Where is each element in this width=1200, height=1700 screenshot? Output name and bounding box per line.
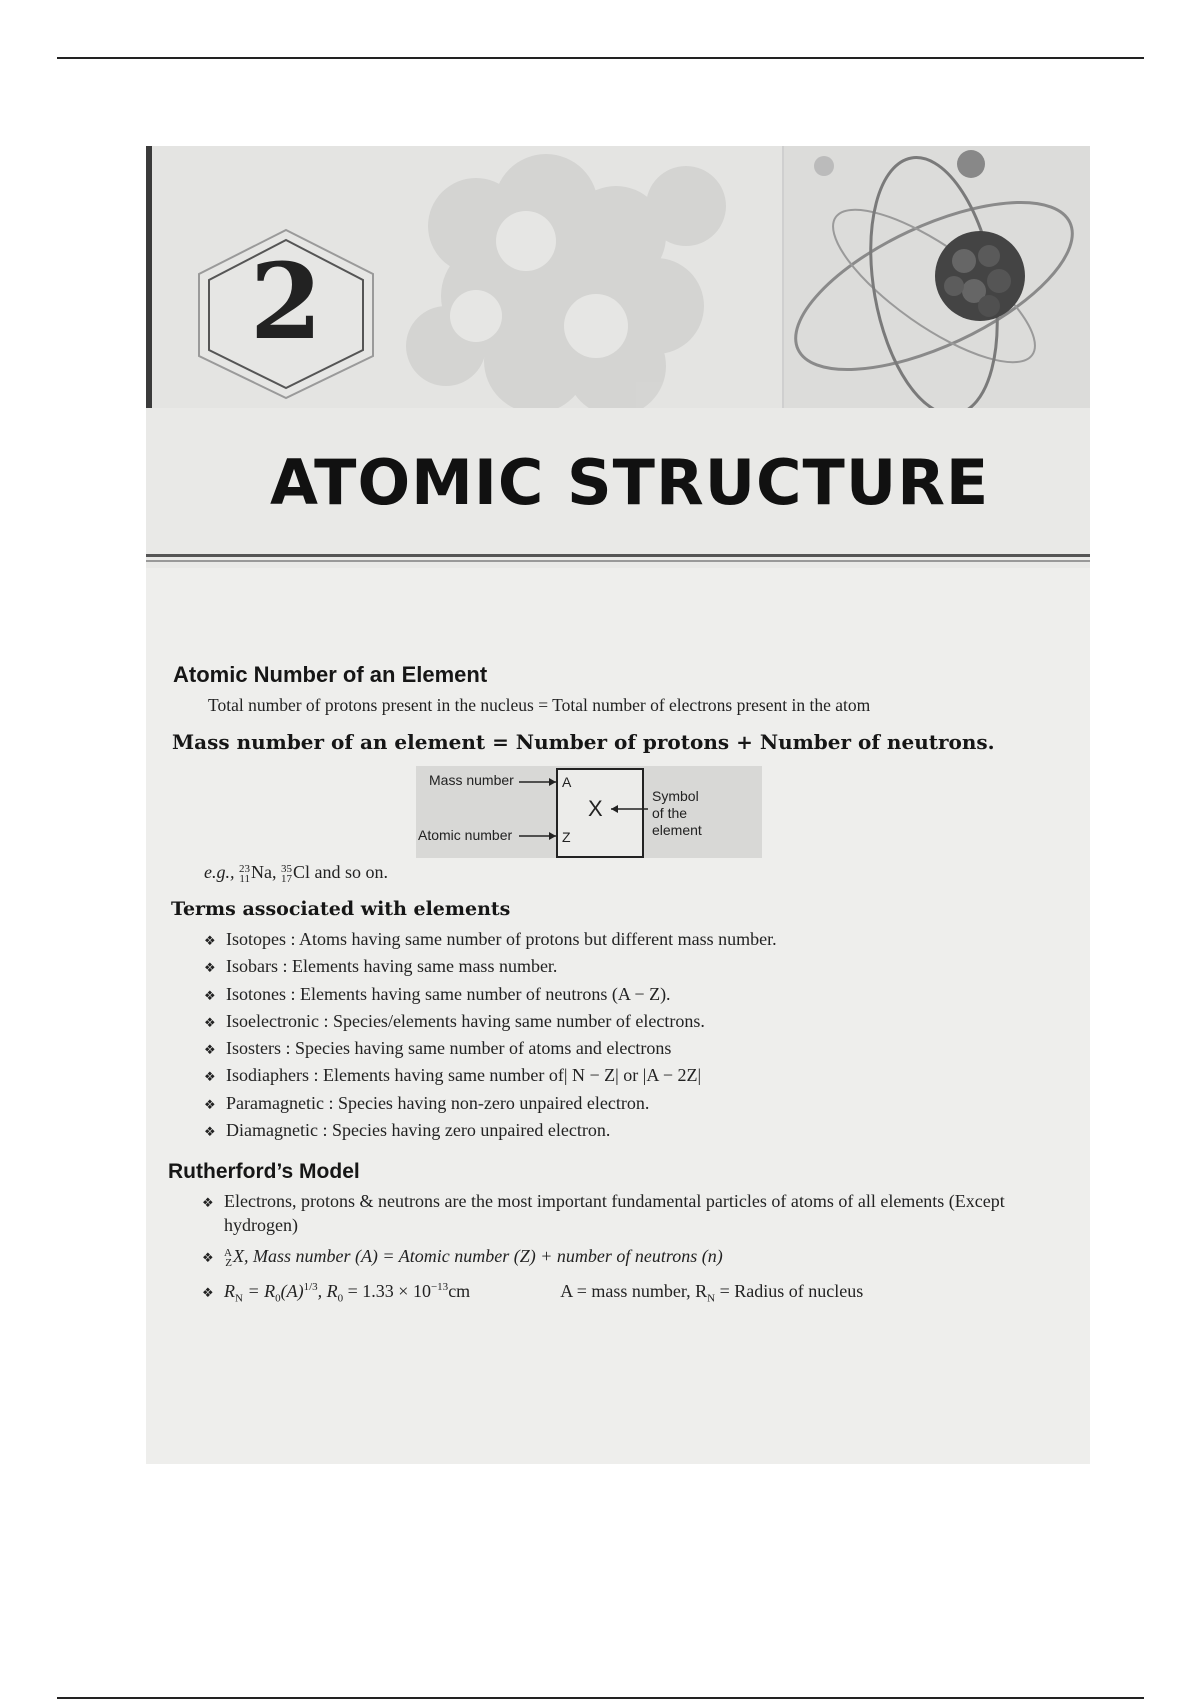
nuclide-notation-diagram [416,766,762,858]
symbol-X: X [588,796,603,821]
term-isotones: Isotones : Elements having same number of neutrons (A − Z). [226,983,671,1004]
chapter-number: 2 [249,240,323,363]
a-exponent: 1/3 [303,1281,318,1293]
list-item [204,1062,777,1089]
stack-Z: Z [225,1256,232,1269]
term-paramagnetic: Paramagnetic : Species having non-zero unpaired electron. [226,1092,650,1113]
cl-atomic: 17 [281,872,292,885]
r0-symbol-2: , R [317,1281,338,1301]
bullet-icon: ❖ [204,987,216,1003]
example-line [204,862,388,884]
heading-terms: Terms associated with elements [171,898,511,920]
rutherford-list [202,1190,1022,1315]
radius-note: A = mass number, R [560,1281,708,1301]
symbol-caption-line3: element [652,822,702,838]
symbol-A: A [562,774,572,790]
list-item [202,1190,1022,1237]
term-isobars: Isobars : Elements having same mass number. [226,956,558,977]
example-prefix: e.g., [204,862,235,882]
bullet-icon: ❖ [204,1069,216,1085]
term-isosters: Isosters : Species having same number of atoms and electrons [226,1038,672,1059]
na-notation [239,864,250,884]
term-diamagnetic: Diamagnetic : Species having zero unpaired electron. [226,1120,611,1141]
list-item [204,1117,777,1144]
chapter-title: ATOMIC STRUCTURE [270,446,990,519]
r0-exponent: −13 [430,1281,449,1293]
heading-atomic-number: Atomic Number of an Element [173,662,488,687]
na-symbol: Na, [251,862,277,882]
symbol-caption [652,788,702,839]
atomic-number-definition: Total number of protons present in the nucleus = Total number of electrons present in the atom [208,695,871,715]
term-isoelectronic: Isoelectronic : Species/elements having same number of electrons. [226,1010,705,1031]
bullet-icon: ❖ [204,960,216,976]
chapter-number-badge [191,226,381,401]
rutherford-item-mass-number: X, Mass number (A) = Atomic number (Z) + number of neutrons (n) [232,1246,723,1266]
atom-model-photo [782,146,1090,408]
nuclide-stack [224,1248,232,1268]
radius-sub: N [235,1292,243,1305]
r0-value: = 1.33 × 10 [343,1281,431,1301]
cl-mass: 35 [281,862,292,875]
r0-sub-2: 0 [337,1292,344,1305]
stack-A: A [224,1246,232,1259]
bullet-icon: ❖ [202,1250,214,1265]
title-divider [146,554,1090,557]
cl-notation [281,864,292,884]
list-item [202,1271,1022,1315]
textbook-page [146,146,1090,1464]
list-item [204,1008,777,1035]
top-rule [57,57,1144,59]
a-term: (A) [280,1281,304,1301]
rutherford-item-particles: Electrons, protons & neutrons are the most important fundamental particles of atoms of all elements (Except hydrogen) [224,1191,1005,1235]
bullet-icon: ❖ [204,933,216,948]
list-item [204,1090,777,1117]
mass-number-label: Mass number [429,772,514,788]
mass-number-statement: Mass number of an element = Number of protons + Number of neutrons. [172,730,995,754]
term-isodiaphers: Isodiaphers : Elements having same number of| N − Z| or |A − 2Z| [226,1065,702,1086]
list-item [204,953,777,980]
list-item [204,1035,777,1062]
list-item [204,926,777,953]
title-divider-thin [146,560,1090,562]
symbol-Z: Z [562,829,571,845]
symbol-caption-line2: of the [652,805,688,821]
r0-unit: cm [448,1281,471,1301]
bullet-icon: ❖ [204,1124,216,1140]
list-item [202,1243,1022,1271]
bullet-icon: ❖ [202,1195,214,1210]
radius-note-sub: N [707,1292,716,1305]
radius-symbol: R [224,1281,235,1301]
r0-symbol: = R [242,1281,276,1301]
bullet-icon: ❖ [204,1096,216,1112]
symbol-caption-line1: Symbol [652,788,699,804]
radius-note-end: = Radius of nucleus [715,1281,864,1301]
cl-symbol: Cl [293,862,311,882]
bullet-icon: ❖ [204,1014,216,1030]
bullet-icon: ❖ [202,1285,214,1300]
bottom-rule [57,1697,1144,1699]
bullet-icon: ❖ [204,1042,216,1058]
terms-list [204,926,777,1144]
chapter-banner [146,146,1090,408]
na-atomic: 11 [239,872,250,885]
example-suffix: and so on. [314,862,389,882]
r0-sub: 0 [275,1292,281,1305]
atomic-number-label: Atomic number [418,827,513,843]
heading-rutherford: Rutherford’s Model [168,1160,360,1183]
term-isotopes: Isotopes : Atoms having same number of protons but different mass number. [226,929,777,949]
list-item [204,981,777,1008]
na-mass: 23 [239,862,250,875]
